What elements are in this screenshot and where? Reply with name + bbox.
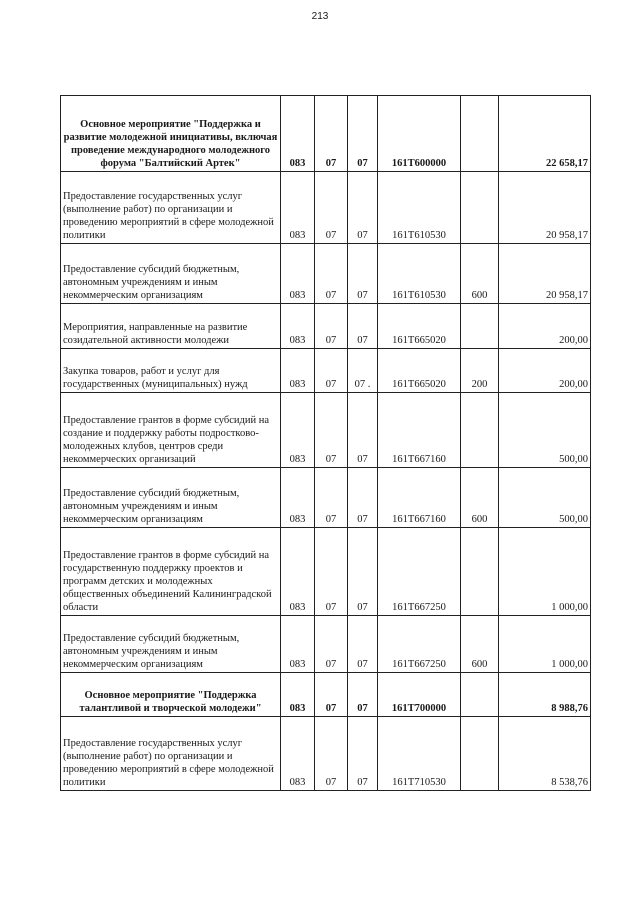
row-name: Основное мероприятие "Поддержка талантливой и творческой молодежи"	[61, 673, 281, 717]
row-rz: 07	[315, 468, 348, 528]
row-vr	[461, 304, 499, 349]
row-vr	[461, 673, 499, 717]
row-ved: 083	[281, 349, 315, 393]
row-sum: 20 958,17	[499, 172, 591, 244]
row-csr: 161Т700000	[378, 673, 461, 717]
row-sum: 1 000,00	[499, 528, 591, 616]
row-vr: 600	[461, 616, 499, 673]
row-name: Предоставление государственных услуг (выполнение работ) по организации и проведению мероприятий в сфере молодежной политики	[61, 717, 281, 791]
row-sum: 22 658,17	[499, 96, 591, 172]
row-name: Закупка товаров, работ и услуг для государственных (муниципальных) нужд	[61, 349, 281, 393]
row-rz: 07	[315, 96, 348, 172]
table-row	[61, 717, 591, 791]
row-vr: 200	[461, 349, 499, 393]
row-rz: 07	[315, 673, 348, 717]
row-pr: 07	[348, 468, 378, 528]
table-row	[61, 468, 591, 528]
row-sum: 1 000,00	[499, 616, 591, 673]
row-pr: 07	[348, 96, 378, 172]
row-pr: 07	[348, 304, 378, 349]
page-number: 213	[311, 11, 329, 22]
row-name: Предоставление субсидий бюджетным, автономным учреждениям и иным некоммерческим организациям	[61, 616, 281, 673]
table-row	[61, 393, 591, 468]
row-ved: 083	[281, 468, 315, 528]
row-ved: 083	[281, 616, 315, 673]
budget-table	[60, 95, 591, 791]
row-vr: 600	[461, 244, 499, 304]
row-rz: 07	[315, 304, 348, 349]
row-pr: 07	[348, 528, 378, 616]
table-row	[61, 673, 591, 717]
row-name: Предоставление грантов в форме субсидий на создание и поддержку работы подростково-молодежных клубов, центров среди некоммерческих организаций	[61, 393, 281, 468]
row-vr: 600	[461, 468, 499, 528]
row-ved: 083	[281, 244, 315, 304]
row-csr: 161Т667250	[378, 616, 461, 673]
row-ved: 083	[281, 172, 315, 244]
row-vr	[461, 393, 499, 468]
table-row	[61, 616, 591, 673]
row-vr	[461, 528, 499, 616]
row-ved: 083	[281, 673, 315, 717]
row-sum: 20 958,17	[499, 244, 591, 304]
row-name: Предоставление грантов в форме субсидий на государственную поддержку проектов и программ детских и молодежных общественных объединений Калининградской области	[61, 528, 281, 616]
row-name: Мероприятия, направленные на развитие созидательной активности молодежи	[61, 304, 281, 349]
row-csr: 161Т610530	[378, 172, 461, 244]
row-pr: 07	[348, 244, 378, 304]
row-pr: 07 .	[348, 349, 378, 393]
row-csr: 161Т667250	[378, 528, 461, 616]
row-pr: 07	[348, 172, 378, 244]
table-row	[61, 244, 591, 304]
row-ved: 083	[281, 304, 315, 349]
row-csr: 161Т600000	[378, 96, 461, 172]
row-sum: 500,00	[499, 468, 591, 528]
table-row	[61, 528, 591, 616]
row-csr: 161Т665020	[378, 349, 461, 393]
row-pr: 07	[348, 393, 378, 468]
row-ved: 083	[281, 528, 315, 616]
row-csr: 161Т667160	[378, 393, 461, 468]
row-csr: 161Т710530	[378, 717, 461, 791]
row-ved: 083	[281, 393, 315, 468]
row-name: Предоставление государственных услуг (выполнение работ) по организации и проведению мероприятий в сфере молодежной политики	[61, 172, 281, 244]
row-csr: 161Т665020	[378, 304, 461, 349]
row-pr: 07	[348, 616, 378, 673]
row-csr: 161Т667160	[378, 468, 461, 528]
row-csr: 161Т610530	[378, 244, 461, 304]
table-row	[61, 304, 591, 349]
row-rz: 07	[315, 244, 348, 304]
row-sum: 8 988,76	[499, 673, 591, 717]
row-rz: 07	[315, 172, 348, 244]
row-vr	[461, 172, 499, 244]
table-row	[61, 96, 591, 172]
row-pr: 07	[348, 717, 378, 791]
row-vr	[461, 717, 499, 791]
row-rz: 07	[315, 393, 348, 468]
row-ved: 083	[281, 717, 315, 791]
row-name: Предоставление субсидий бюджетным, автономным учреждениям и иным некоммерческим организациям	[61, 244, 281, 304]
row-sum: 200,00	[499, 349, 591, 393]
row-ved: 083	[281, 96, 315, 172]
row-name: Основное мероприятие "Поддержка и развитие молодежной инициативы, включая проведение международного молодежного форума "Балтийский Артек"	[61, 96, 281, 172]
row-pr: 07	[348, 673, 378, 717]
row-rz: 07	[315, 349, 348, 393]
row-sum: 500,00	[499, 393, 591, 468]
table-row	[61, 349, 591, 393]
row-sum: 200,00	[499, 304, 591, 349]
row-sum: 8 538,76	[499, 717, 591, 791]
row-name: Предоставление субсидий бюджетным, автономным учреждениям и иным некоммерческим организациям	[61, 468, 281, 528]
row-vr	[461, 96, 499, 172]
row-rz: 07	[315, 717, 348, 791]
row-rz: 07	[315, 616, 348, 673]
row-rz: 07	[315, 528, 348, 616]
table-row	[61, 172, 591, 244]
